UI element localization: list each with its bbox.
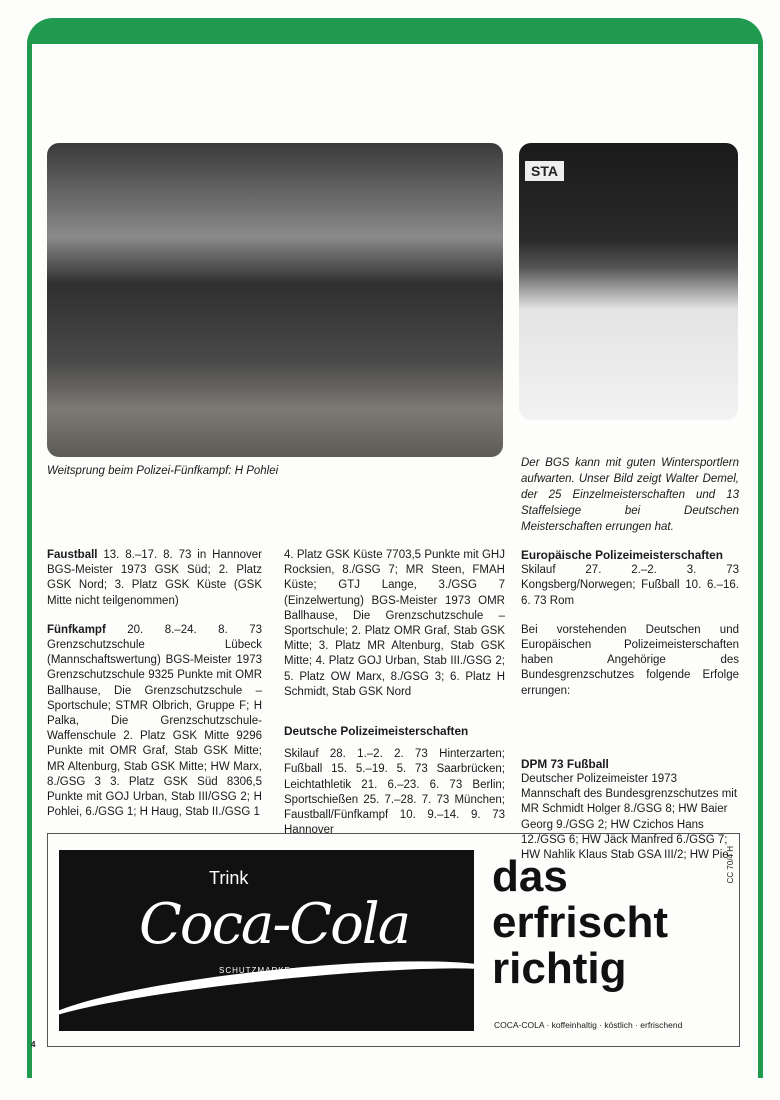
dynamic-ribbon	[59, 946, 474, 1031]
slogan-line: erfrischt	[492, 898, 669, 947]
column-3	[521, 548, 739, 877]
epm-heading: Europäische Polizeimeisterschaften	[521, 548, 723, 562]
skiing-photo	[519, 143, 738, 420]
dpm-heading: Deutsche Polizeimeisterschaften	[284, 724, 469, 739]
fuenfkampf-text: 20. 8.–24. 8. 73 Grenzschutzschule Lübeck (Mannschaftswertung) BGS-Meister 1973 Grenzschutzschule 9325 Punkte mit OMR Ballhause, Die Grenzschutzschule – Sportschule; STMR Olbrich, Gruppe F; H Palka, Die Grenzschutzschule-Waffenschule 2. Platz GSK Mitte 9296 Punkte mit OMR Graf, Stab GSK Mitte; MR Altenburg, Stab GSK Mitte; HW Marx, 8./GSG 3 3. Platz GSK Süd 8306,5 Punkte mit GOJ Urban, Stab III/GSG 2; H Pohlei, 6./GSG 1; H Haug, Stab II./GSG 1	[47, 623, 262, 819]
photo2-caption: Der BGS kann mit guten Wintersportlern aufwarten. Unser Bild zeigt Walter Demel, der 25 Einzelmeisterschaften und 13 Staffelsiege bei Deutschen Meisterschaften errungen hat.	[521, 457, 739, 533]
faustball-heading: Faustball	[47, 549, 98, 561]
green-header-band	[27, 18, 763, 44]
dpm-text: Skilauf 28. 1.–2. 2. 73 Hinterzarten; Fußball 15. 5.–19. 5. 73 Saarbrücken; Leichtathletik 21. 6.–23. 6. 73 Berlin; Sportschießen 25. 7.–28. 7. 73 München; Faustball/Fünfkampf 10. 9.–14. 9. 73 Hannover	[284, 748, 505, 837]
results-text: 4. Platz GSK Küste 7703,5 Punkte mit GHJ Rocksien, 8./GSG 7; MR Steen, FMAH Küste; GTJ Lange, 3./GSG 7 (Einzelwertung) BGS-Meister 1973 OMR Ballhause, Die Grenzschutzschule – Sportschule; 2. Platz OMR Graf, Stab GSK Mitte; 3. Platz MR Altenburg, Stab GSK Mitte; 4. Platz GOJ Urban, Stab III./GSG 2; 5. Platz OW Marx, 8./GSG 3; 6. Platz H Schmidt, Stab GSK Nord	[284, 549, 505, 698]
coca-cola-advertisement	[47, 833, 740, 1047]
coca-cola-logo: Coca-Cola	[139, 892, 410, 957]
ad-trademark: SCHUTZMARKE	[219, 966, 291, 975]
faustball-text: 13. 8.–17. 8. 73 in Hannover BGS-Meister 1973 GSK Süd; 2. Platz GSK Nord; 3. Platz GSK Küste (GSK Mitte nicht teilgenommen)	[47, 549, 262, 607]
ad-logo-panel	[59, 850, 474, 1031]
column-2	[284, 548, 505, 852]
slogan-line: das	[492, 852, 568, 901]
ad-trink: Trink	[209, 868, 249, 888]
column-1	[47, 548, 262, 834]
page-number: 4	[31, 1040, 36, 1049]
ad-code: CC 70/4 H	[726, 846, 735, 884]
photo-sign: STA	[525, 161, 564, 181]
epm-text: Skilauf 27. 2.–2. 3. 73 Kongsberg/Norwegen; Fußball 10. 6.–16. 6. 73 Rom	[521, 564, 739, 607]
ad-footer: COCA-COLA · koffeinhaltig · köstlich · erfrischend	[494, 1020, 683, 1030]
dpm-fussball-text: Deutscher Polizeimeister 1973 Mannschaft des Bundesgrenzschutzes mit MR Schmidt Holger 8./GSG 8; HW Baier Georg 9./GSG 2; HW Czichos Hans 12./GSG 6; HW Jäck Manfred 6./GSG 7; HW Nahlik Klaus Stab GSA III/2; HW Pie-	[521, 773, 738, 862]
fuenfkampf-heading: Fünfkampf	[47, 623, 106, 636]
dpm-fussball-heading: DPM 73 Fußball	[521, 756, 609, 771]
intro-text: Bei vorstehenden Deutschen und Europäischen Polizeimeisterschaften haben Angehörige des Bundesgrenzschutzes folgende Erfolge errungen:	[521, 623, 739, 697]
long-jump-photo	[47, 143, 503, 457]
photo1-caption: Weitsprung beim Polizei-Fünfkampf: H Pohlei	[47, 465, 279, 477]
slogan-line: richtig	[492, 944, 627, 993]
ad-slogan	[492, 854, 668, 992]
